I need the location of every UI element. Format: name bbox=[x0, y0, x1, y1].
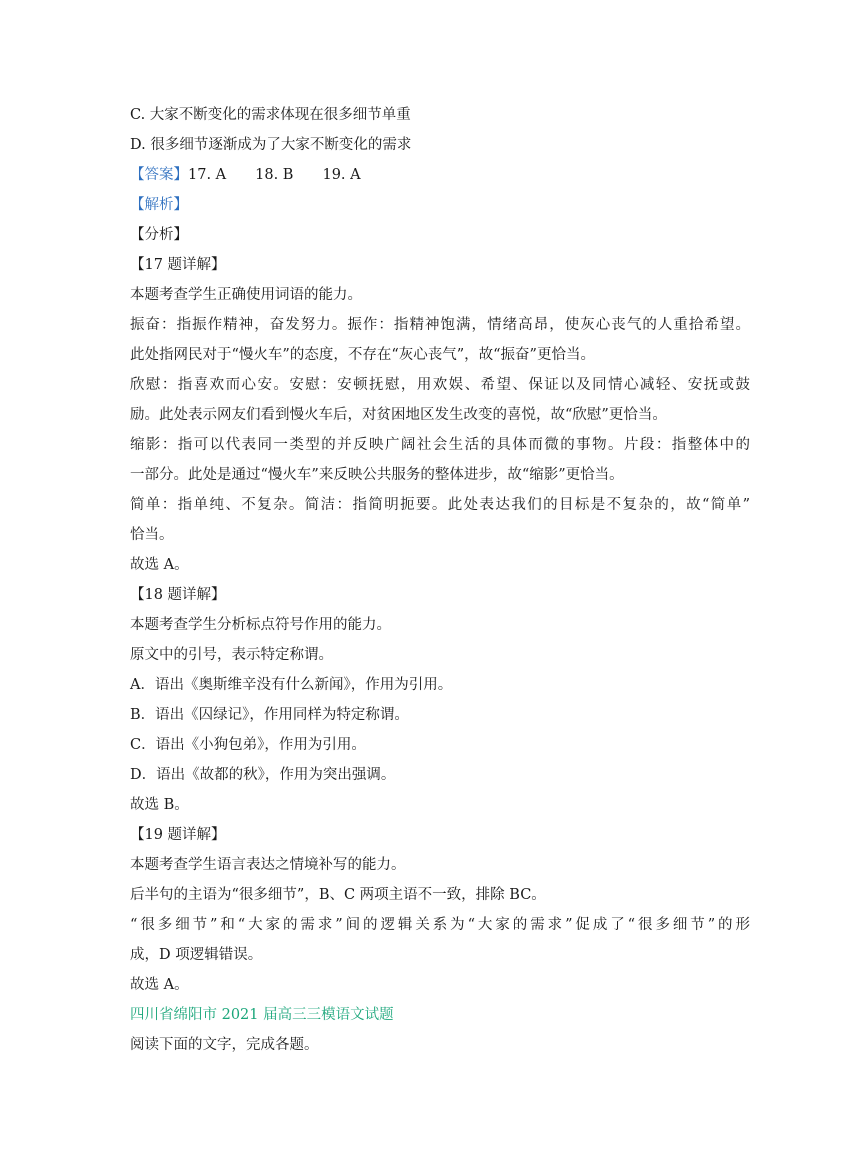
answer-line bbox=[130, 166, 750, 184]
q18-line: B．语出《囚绿记》，作用同样为特定称谓。 bbox=[130, 707, 409, 723]
instruction: 阅读下面的文字，完成各题。 bbox=[130, 1037, 319, 1053]
option-c: C. 大家不断变化的需求体现在很多细节单重 bbox=[130, 107, 411, 123]
q18-line: 原文中的引号，表示特定称谓。 bbox=[130, 647, 333, 663]
q18-line: 本题考查学生分析标点符号作用的能力。 bbox=[130, 617, 391, 633]
q19-line: 故选 A。 bbox=[130, 977, 189, 993]
q18-line: 故选 B。 bbox=[130, 797, 189, 813]
q17-line: 欣慰：指喜欢而心安。安慰：安顿抚慰，用欢娱、希望、保证以及同情心减轻、安抚或鼓 bbox=[130, 377, 750, 393]
q17-line: 一部分。此处是通过“慢火车”来反映公共服务的整体进步，故“缩影”更恰当。 bbox=[130, 467, 624, 483]
fenxi-heading: 【分析】 bbox=[130, 227, 188, 243]
q17-line: 缩影：指可以代表同一类型的并反映广阔社会生活的具体而微的事物。片段：指整体中的 bbox=[130, 437, 750, 453]
q17-line: 励。此处表示网友们看到慢火车后，对贫困地区发生改变的喜悦，故“欣慰”更恰当。 bbox=[130, 407, 667, 423]
option-d: D. 很多细节逐渐成为了大家不断变化的需求 bbox=[130, 137, 412, 153]
q19-line: “很多细节”和“大家的需求”间的逻辑关系为“大家的需求”促成了“很多细节”的形 bbox=[130, 917, 750, 933]
q19-line: 后半句的主语为“很多细节”，B、C 两项主语不一致，排除 BC。 bbox=[130, 887, 546, 903]
q19-line: 本题考查学生语言表达之情境补写的能力。 bbox=[130, 857, 406, 873]
q17-line: 本题考查学生正确使用词语的能力。 bbox=[130, 287, 362, 303]
q18-line: D．语出《故都的秋》，作用为突出强调。 bbox=[130, 767, 396, 783]
q19-title: 【19 题详解】 bbox=[130, 827, 226, 843]
answer-tag: 【答案】 bbox=[130, 167, 188, 183]
q19-line: 成，D 项逻辑错误。 bbox=[130, 947, 263, 963]
q17-title: 【17 题详解】 bbox=[130, 257, 226, 273]
answer-text: 17. A 18. B 19. A bbox=[188, 167, 361, 183]
analysis-tag: 【解析】 bbox=[130, 197, 188, 213]
q17-line: 振奋：指振作精神，奋发努力。振作：指精神饱满，情绪高昂，使灰心丧气的人重拾希望。 bbox=[130, 317, 750, 333]
q18-line: A．语出《奥斯维辛没有什么新闻》，作用为引用。 bbox=[130, 677, 453, 693]
q17-line: 故选 A。 bbox=[130, 557, 189, 573]
source-title: 四川省绵阳市 2021 届高三三模语文试题 bbox=[130, 1007, 394, 1023]
q18-title: 【18 题详解】 bbox=[130, 587, 226, 603]
q17-line: 此处指网民对于“慢火车”的态度，不存在“灰心丧气”，故“振奋”更恰当。 bbox=[130, 347, 595, 363]
q17-line: 恰当。 bbox=[130, 527, 174, 543]
q18-line: C．语出《小狗包弟》，作用为引用。 bbox=[130, 737, 366, 753]
q17-line: 简单：指单纯、不复杂。简洁：指简明扼要。此处表达我们的目标是不复杂的，故“简单” bbox=[130, 497, 750, 513]
